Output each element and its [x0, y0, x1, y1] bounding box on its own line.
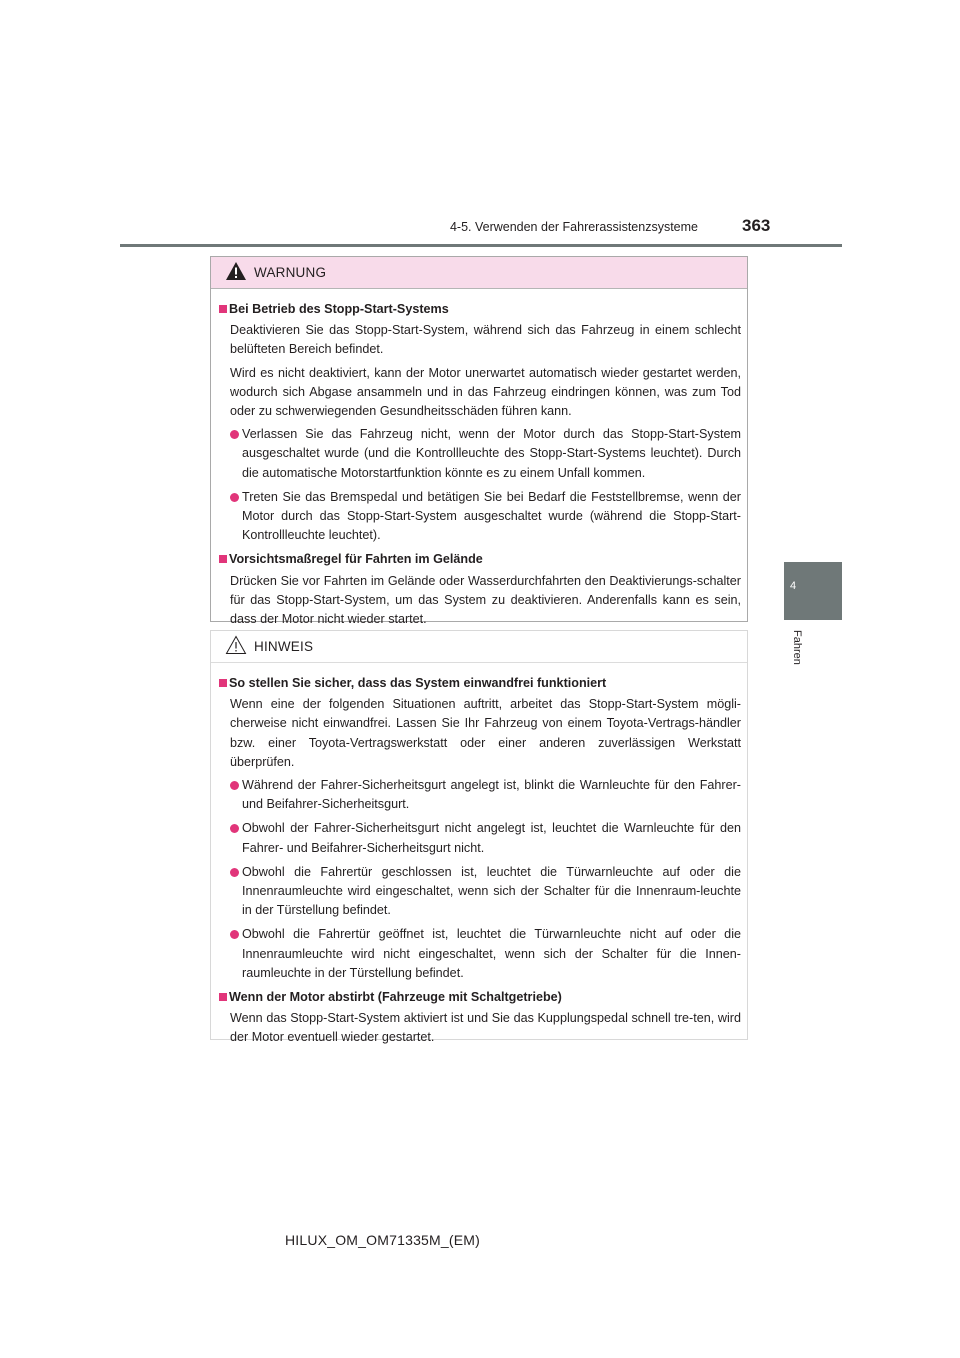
notice-paragraph: Wenn das Stopp-Start-System aktiviert ist und Sie das Kupplungspedal schnell tre-ten, wird der Motor eventuell wieder gestartet. — [230, 1011, 741, 1045]
notice-bullet: Obwohl die Fahrertür geschlossen ist, leuchtet die Türwarnleuchte auf oder die Innenraumleuchte wird eingeschaltet, wenn sich der Schalter für die Innenraum-leuchte in der Türstellung befindet. — [219, 863, 741, 921]
warning-section-heading: Vorsichtsmaßregel für Fahrten im Gelände — [219, 550, 741, 569]
warning-body — [211, 289, 747, 629]
warning-paragraph: Drücken Sie vor Fahrten im Gelände oder Wasserdurchfahrten den Deaktivierungs-schalter für das Stopp-Start-System, um das System zu deaktivieren. Anderenfalls kann es sein, dass der Motor nicht wieder startet. — [230, 573, 741, 627]
chapter-tab — [784, 562, 842, 620]
round-bullet-icon — [230, 493, 239, 502]
warning-box — [210, 256, 748, 627]
notice-body — [211, 663, 747, 1048]
square-bullet-icon — [219, 305, 227, 313]
round-bullet-icon — [230, 868, 239, 877]
notice-title: HINWEIS — [254, 639, 314, 654]
square-bullet-icon — [219, 679, 227, 687]
chapter-label: Fahren — [791, 630, 803, 665]
square-bullet-icon — [219, 555, 227, 563]
round-bullet-icon — [230, 781, 239, 790]
notice-section-heading: So stellen Sie sicher, dass das System einwandfrei funktioniert — [219, 674, 741, 693]
warning-title: WARNUNG — [254, 265, 327, 280]
square-bullet-icon — [219, 993, 227, 1001]
header-divider — [120, 244, 842, 247]
warning-paragraph: Wird es nicht deaktiviert, kann der Motor unerwartet automatisch wieder gestartet werden, wodurch sich Abgase ansammeln und in das Fahrzeug eindringen können, was zum Tod oder zu schwerwiegenden Gesundheitsschäden führen kann. — [230, 365, 741, 419]
notice-box — [210, 630, 748, 1045]
warning-bullet: Treten Sie das Bremspedal und betätigen Sie bei Bedarf die Feststellbremse, wenn der Motor durch das Stopp-Start-System ausgeschaltet wurde (während die Stopp-Start-Kontrollleuchte leuchtet). — [219, 488, 741, 546]
warning-bullet: Verlassen Sie das Fahrzeug nicht, wenn der Motor durch das Stopp-Start-System ausgeschaltet wurde (und die Kontrollleuchte des Stopp-Start-Systems leuchtet). Durch die automatische Motorstartfunktion könnte es zu einem Unfall kommen. — [219, 425, 741, 483]
warning-header — [211, 257, 747, 289]
chapter-number: 4 — [790, 580, 797, 592]
notice-bullet: Obwohl der Fahrer-Sicherheitsgurt nicht angelegt ist, leuchtet die Warnleuchte für den Fahrer- und Beifahrer-Sicherheitsgurt nicht. — [219, 819, 741, 857]
notice-section-heading: Wenn der Motor abstirbt (Fahrzeuge mit Schaltgetriebe) — [219, 988, 741, 1007]
page-number: 363 — [742, 216, 771, 235]
notice-bullet: Obwohl die Fahrertür geöffnet ist, leuchtet die Türwarnleuchte nicht auf oder die Innenraumleuchte wird nicht eingeschaltet, wenn sich der Schalter für die Innen-raumleuchte in der Türstellung befindet. — [219, 925, 741, 983]
warning-triangle-icon — [225, 261, 247, 281]
warning-paragraph: Deaktivieren Sie das Stopp-Start-System, während sich das Fahrzeug in einem schlecht belüfteten Bereich befindet. — [230, 323, 741, 357]
section-title: 4-5. Verwenden der Fahrerassistenzsysteme — [449, 220, 698, 234]
notice-bullet: Während der Fahrer-Sicherheitsgurt angelegt ist, blinkt die Warnleuchte für den Fahrer- und Beifahrer-Sicherheitsgurt. — [219, 776, 741, 814]
caution-outline-icon — [225, 635, 247, 655]
document-code: HILUX_OM_OM71335M_(EM) — [285, 1232, 481, 1248]
warning-section-heading: Bei Betrieb des Stopp-Start-Systems — [219, 300, 741, 319]
round-bullet-icon — [230, 430, 239, 439]
round-bullet-icon — [230, 824, 239, 833]
round-bullet-icon — [230, 930, 239, 939]
notice-header — [211, 631, 747, 663]
notice-paragraph: Wenn eine der folgenden Situationen auftritt, arbeitet das Stopp-Start-System mögli-cherweise nicht einwandfrei. Lassen Sie Ihr Fahrzeug von einem Toyota-Vertrags-händler bzw. einer Toyota-Vertragswerkstatt oder einer anderen zuverlässigen Werkstatt überprüfen. — [230, 697, 741, 769]
